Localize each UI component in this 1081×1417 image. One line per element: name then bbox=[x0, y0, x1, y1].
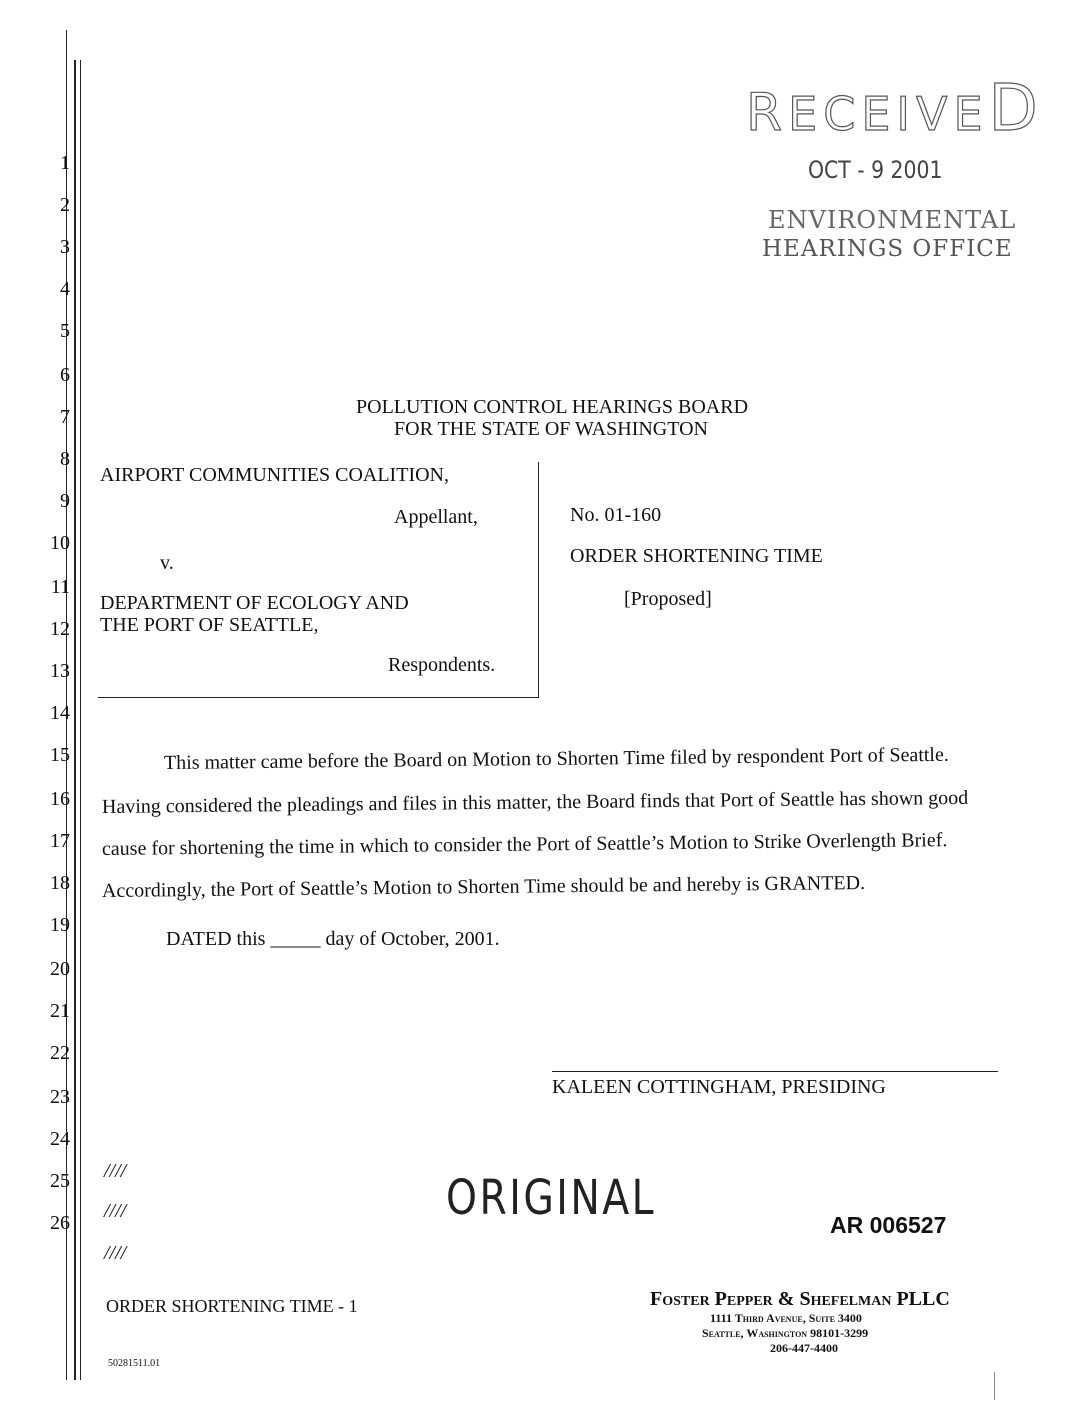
stamp-letter: I bbox=[896, 87, 916, 141]
respondent-line1: DEPARTMENT OF ECOLOGY AND bbox=[100, 592, 409, 614]
body-line1: This matter came before the Board on Motion to Shorten Time filed by respondent Port of Seattle. bbox=[163, 743, 949, 774]
firm-address2: Seattle, Washington 98101-3299 bbox=[702, 1326, 869, 1340]
firm-address1: 1111 Third Avenue, Suite 3400 bbox=[710, 1311, 862, 1325]
line-number: 1 bbox=[60, 152, 70, 174]
proposed-label: [Proposed] bbox=[624, 588, 712, 610]
appellant-role: Appellant, bbox=[394, 506, 478, 528]
versus: v. bbox=[160, 552, 174, 574]
line-number: 9 bbox=[60, 490, 70, 512]
stamp-letter: E bbox=[953, 87, 989, 141]
stamp-letter: E bbox=[861, 87, 897, 141]
line-number: 5 bbox=[60, 320, 70, 342]
line-number: 12 bbox=[50, 618, 70, 640]
line-number: 23 bbox=[50, 1086, 70, 1108]
appellant-name: AIRPORT COMMUNITIES COALITION, bbox=[100, 464, 449, 486]
body-line4: Accordingly, the Port of Seattle’s Motion to Shorten Time should be and hereby is GRANTED. bbox=[101, 872, 866, 902]
firm-phone: 206-447-4400 bbox=[770, 1341, 838, 1355]
dated-line: DATED this _____ day of October, 2001. bbox=[166, 928, 500, 950]
stamp-letter: R bbox=[746, 83, 789, 143]
line-number: 8 bbox=[60, 448, 70, 470]
line-number: 4 bbox=[60, 278, 70, 300]
line-number: 16 bbox=[50, 788, 70, 810]
office-line2: HEARINGS OFFICE bbox=[762, 236, 1013, 262]
caption-bottom-rule bbox=[98, 697, 539, 698]
firm-name: Foster Pepper & Shefelman PLLC bbox=[650, 1288, 950, 1310]
stamp-letter: E bbox=[788, 87, 824, 141]
board-title-line1: POLLUTION CONTROL HEARINGS BOARD bbox=[356, 396, 749, 418]
line-number: 26 bbox=[50, 1212, 70, 1234]
scan-mark bbox=[994, 1372, 995, 1400]
line-number: 21 bbox=[50, 1000, 70, 1022]
ar-number: AR 006527 bbox=[830, 1212, 947, 1238]
margin-rule-inner bbox=[80, 60, 81, 1380]
order-title: ORDER SHORTENING TIME bbox=[570, 545, 823, 567]
received-letters bbox=[746, 72, 1044, 146]
continuation-slashes: //// bbox=[104, 1242, 127, 1264]
document-id: 50281511.01 bbox=[108, 1358, 161, 1369]
case-number: No. 01-160 bbox=[570, 504, 662, 526]
line-number: 19 bbox=[50, 914, 70, 936]
line-number: 2 bbox=[60, 194, 70, 216]
body-line3: cause for shortening the time in which to consider the Port of Seattle’s Motion to Strike Overlength Brief. bbox=[101, 829, 948, 860]
signer-name: KALEEN COTTINGHAM, PRESIDING bbox=[552, 1076, 886, 1098]
original-stamp: ORIGINAL bbox=[446, 1170, 657, 1226]
line-number: 6 bbox=[60, 364, 70, 386]
line-number: 22 bbox=[50, 1042, 70, 1064]
line-number: 18 bbox=[50, 872, 70, 894]
line-number: 25 bbox=[50, 1170, 70, 1192]
board-title-line2: FOR THE STATE OF WASHINGTON bbox=[394, 418, 708, 440]
body-line2: Having considered the pleadings and files in this matter, the Board finds that Port of Seattle has shown good bbox=[101, 786, 969, 818]
line-number: 7 bbox=[60, 406, 70, 428]
footer-page-title: ORDER SHORTENING TIME - 1 bbox=[106, 1296, 358, 1316]
line-number: 10 bbox=[50, 532, 70, 554]
continuation-slashes: //// bbox=[104, 1200, 127, 1222]
signature-line bbox=[552, 1071, 998, 1072]
continuation-slashes: //// bbox=[104, 1160, 127, 1182]
office-line1: ENVIRONMENTAL bbox=[768, 206, 1017, 234]
respondent-line2: THE PORT OF SEATTLE, bbox=[100, 614, 319, 636]
respondent-role: Respondents. bbox=[388, 654, 496, 676]
stamp-letter: V bbox=[916, 87, 954, 141]
line-number: 3 bbox=[60, 236, 70, 258]
line-number: 13 bbox=[50, 660, 70, 682]
line-number: 15 bbox=[50, 744, 70, 766]
line-number: 24 bbox=[50, 1128, 70, 1150]
line-number: 20 bbox=[50, 958, 70, 980]
stamp-letter: D bbox=[988, 72, 1044, 146]
line-number: 17 bbox=[50, 830, 70, 852]
stamp-letter: C bbox=[823, 87, 862, 141]
received-date: OCT - 9 2001 bbox=[808, 156, 943, 184]
line-number: 14 bbox=[50, 702, 70, 724]
caption-divider bbox=[538, 462, 539, 698]
margin-rule-mid bbox=[74, 60, 76, 1380]
line-number: 11 bbox=[50, 576, 70, 598]
